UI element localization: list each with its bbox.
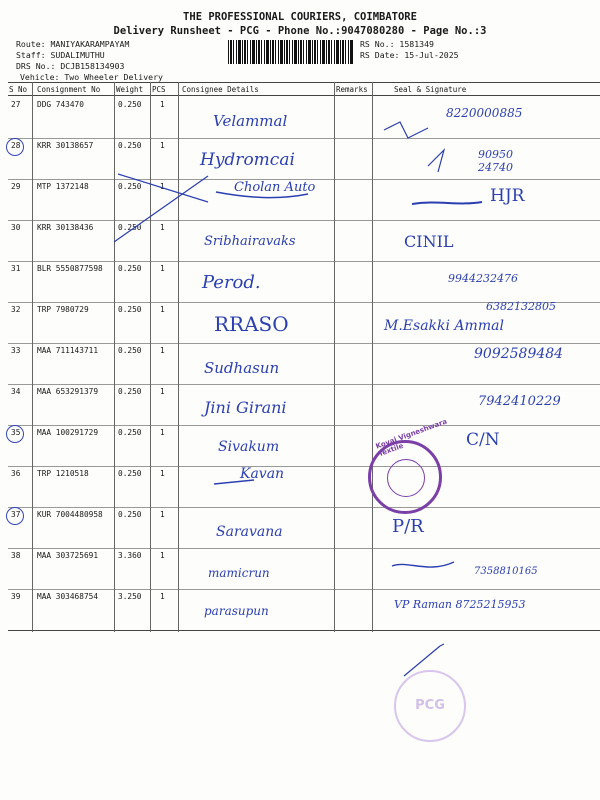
- row-sno: 29: [11, 182, 21, 191]
- row-weight: 3.250: [118, 592, 142, 601]
- hw-consignee: Jini Girani: [204, 398, 287, 417]
- row-weight: 0.250: [118, 428, 142, 437]
- row-consignment: TRP 1210518: [37, 469, 89, 478]
- row-pcs: 1: [160, 346, 165, 355]
- hw-signature: 9092589484: [474, 346, 564, 362]
- pen-strokes: [8, 82, 600, 632]
- office-stamp: PCG: [394, 670, 466, 742]
- row-pcs: 1: [160, 469, 165, 478]
- row-sno: 31: [11, 264, 21, 273]
- hw-signature: VP Raman 8725215953: [394, 598, 526, 611]
- row-pcs: 1: [160, 551, 165, 560]
- row-consignment: TRP 7980729: [37, 305, 89, 314]
- hw-signature: 8220000885: [446, 106, 523, 120]
- row-sno: 36: [11, 469, 21, 478]
- row-weight: 0.250: [118, 510, 142, 519]
- stamp-signature-stroke: [400, 640, 450, 680]
- row-weight: 0.250: [118, 264, 142, 273]
- hw-consignee: RRASO: [214, 312, 289, 336]
- header-weight: Weight: [116, 85, 144, 94]
- row-consignment: MAA 711143711: [37, 346, 99, 355]
- row-sno: 34: [11, 387, 21, 396]
- hw-consignee: Saravana: [216, 524, 283, 540]
- row-consignment: MAA 303725691: [37, 551, 99, 560]
- row-sno: 27: [11, 100, 21, 109]
- vehicle-label: Vehicle: Two Wheeler Delivery: [20, 72, 163, 82]
- row-consignment: MTP 1372148: [37, 182, 89, 191]
- row-consignment: MAA 303468754: [37, 592, 99, 601]
- row-consignment: DDG 743470: [37, 100, 84, 109]
- header-seal: Seal & Signature: [394, 85, 467, 94]
- barcode: [228, 40, 354, 64]
- hw-consignee: Cholan Auto: [234, 180, 316, 195]
- header-consignee: Consignee Details: [182, 85, 259, 94]
- hw-consignee: Velammal: [213, 112, 288, 130]
- header-pcs: PCS: [152, 85, 166, 94]
- rs-date: RS Date: 15-Jul-2025: [360, 50, 459, 60]
- row-consignment: KUR 7004480958: [37, 510, 103, 519]
- hw-signature: P/R: [392, 516, 424, 537]
- row-consignment: KRR 30138436: [37, 223, 94, 232]
- hw-signature: 7358810165: [474, 566, 538, 577]
- runsheet-subtitle: Delivery Runsheet - PCG - Phone No.:9047080280 - Page No.:3: [113, 25, 487, 37]
- row-pcs: 1: [160, 182, 165, 191]
- row-consignment: BLR 5550877598: [37, 264, 103, 273]
- hw-consignee: mamicrun: [208, 566, 270, 580]
- row-weight: 0.250: [118, 182, 142, 191]
- hw-consignee: Sivakum: [218, 439, 280, 455]
- row-pcs: 1: [160, 428, 165, 437]
- row-weight: 0.250: [118, 305, 142, 314]
- hw-consignee: Hydromcai: [200, 150, 295, 170]
- row-weight: 0.250: [118, 223, 142, 232]
- row-weight: 0.250: [118, 469, 142, 478]
- hw-signature: C/N: [466, 430, 500, 450]
- header-sno: S No: [9, 85, 28, 94]
- hw-consignee: Sribhairavaks: [204, 234, 296, 249]
- row-consignment: KRR 30138657: [37, 141, 94, 150]
- hw-consignee: Sudhasun: [204, 359, 280, 377]
- hw-signature: M.Esakki Ammal: [384, 318, 504, 334]
- row-sno: 39: [11, 592, 21, 601]
- hw-signature: 6382132805: [486, 300, 556, 313]
- header-consignment: Consignment No: [37, 85, 101, 94]
- row-pcs: 1: [160, 387, 165, 396]
- company-title: THE PROFESSIONAL COURIERS, COIMBATORE: [183, 11, 417, 23]
- row-sno: 35: [11, 428, 21, 437]
- row-sno: 30: [11, 223, 21, 232]
- runsheet-table: [8, 82, 600, 632]
- row-pcs: 1: [160, 141, 165, 150]
- staff-label: Staff: SUDALIMUTHU: [16, 50, 105, 60]
- row-pcs: 1: [160, 100, 165, 109]
- row-sno: 32: [11, 305, 21, 314]
- hw-consignee: Kavan: [240, 466, 285, 482]
- row-sno: 38: [11, 551, 21, 560]
- textile-seal-stamp: Kovai Vigneshwara Textile: [368, 440, 442, 514]
- row-consignment: MAA 653291379: [37, 387, 99, 396]
- hw-signature: 90950 24740: [478, 148, 513, 174]
- row-consignment: MAA 100291729: [37, 428, 99, 437]
- row-weight: 0.250: [118, 346, 142, 355]
- row-weight: 3.360: [118, 551, 142, 560]
- row-sno: 37: [11, 510, 21, 519]
- hw-consignee: Perod.: [202, 272, 261, 293]
- hw-signature: HJR: [490, 186, 525, 206]
- hw-consignee: parasupun: [204, 604, 269, 618]
- row-sno: 33: [11, 346, 21, 355]
- row-pcs: 1: [160, 592, 165, 601]
- row-pcs: 1: [160, 223, 165, 232]
- hw-signature: CINIL: [404, 232, 454, 251]
- row-weight: 0.250: [118, 100, 142, 109]
- row-weight: 0.250: [118, 387, 142, 396]
- header-remarks: Remarks: [336, 85, 368, 94]
- rs-number: RS No.: 1581349: [360, 39, 434, 49]
- route-label: Route: MANIYAKARAMPAYAM: [16, 39, 130, 49]
- row-pcs: 1: [160, 510, 165, 519]
- row-pcs: 1: [160, 264, 165, 273]
- row-weight: 0.250: [118, 141, 142, 150]
- row-sno: 28: [11, 141, 21, 150]
- hw-signature: 7942410229: [478, 394, 561, 409]
- drs-number: DRS No.: DCJB158134903: [16, 61, 125, 71]
- hw-signature: 9944232476: [448, 272, 518, 285]
- row-pcs: 1: [160, 305, 165, 314]
